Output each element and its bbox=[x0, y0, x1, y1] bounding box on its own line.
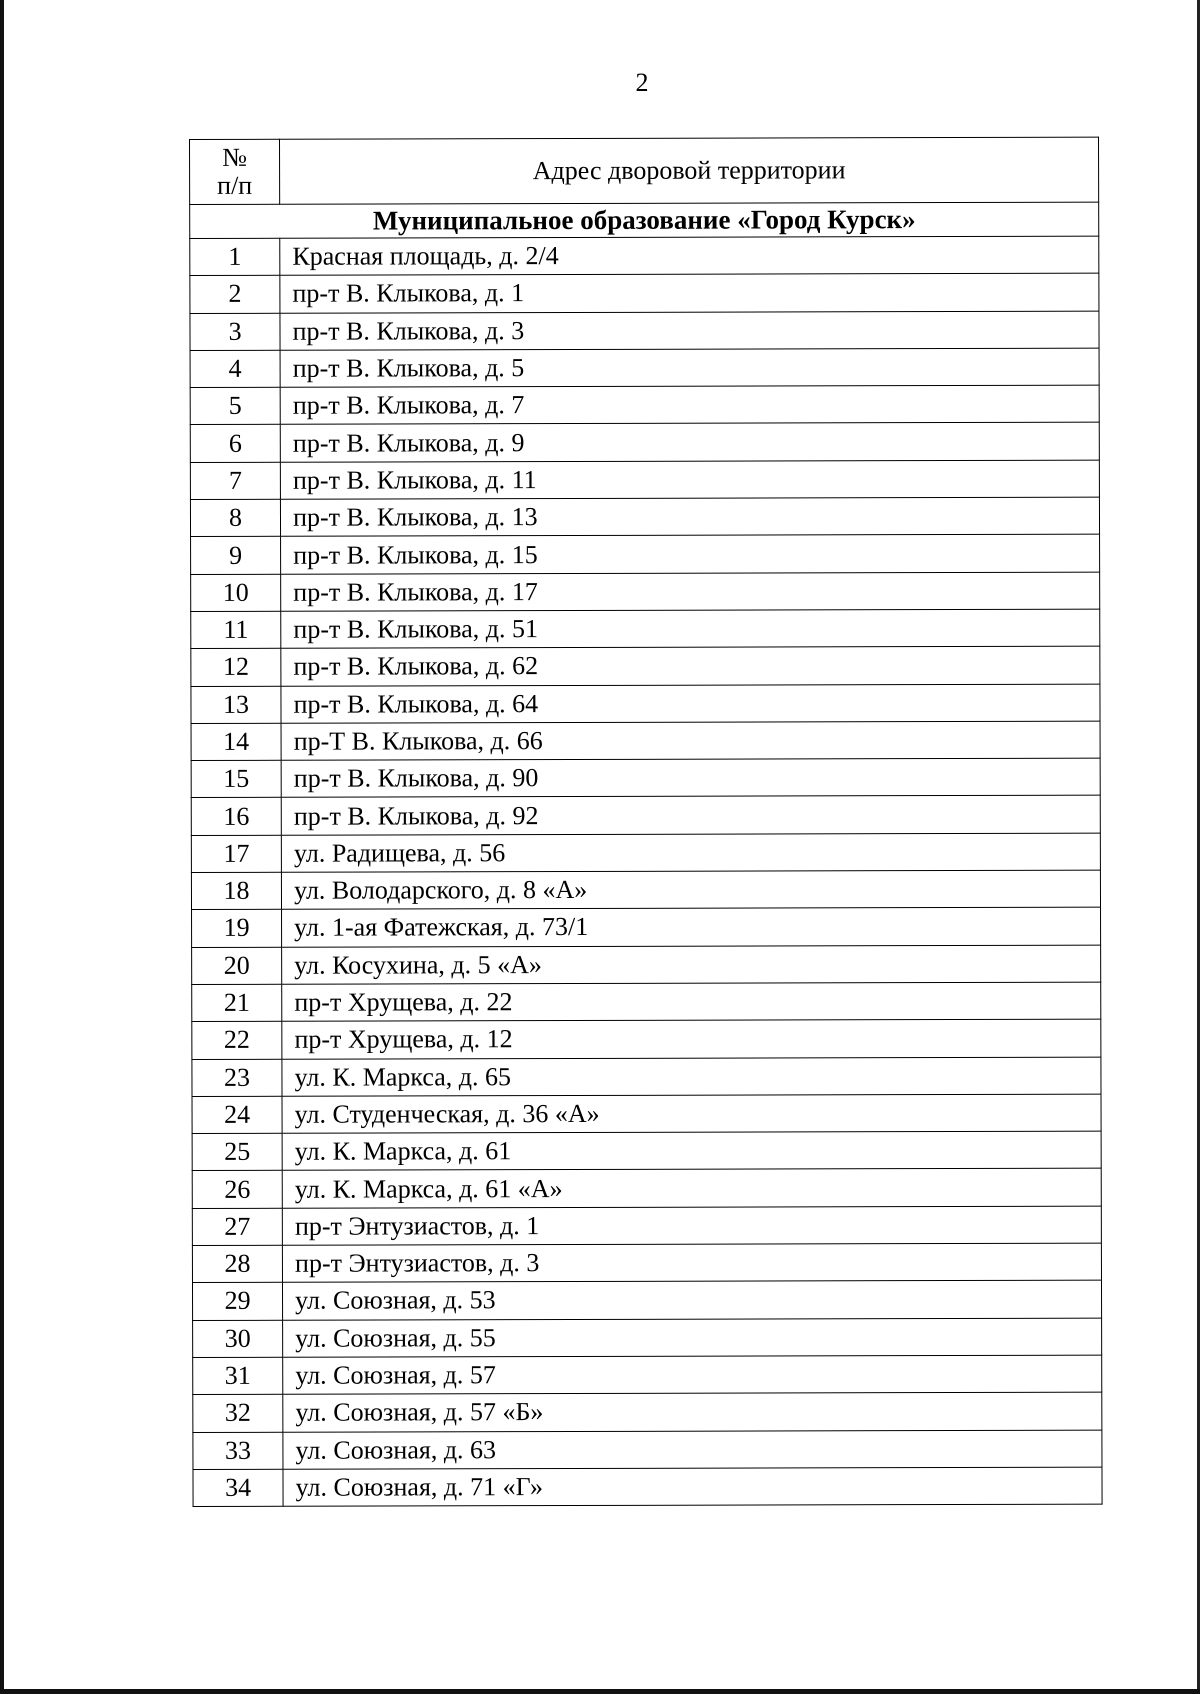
row-number: 34 bbox=[193, 1469, 283, 1507]
row-number: 22 bbox=[192, 1021, 282, 1059]
row-address: Красная площадь, д. 2/4 bbox=[280, 236, 1099, 275]
row-number: 31 bbox=[193, 1357, 283, 1395]
table-row bbox=[192, 982, 1101, 1022]
table-row bbox=[191, 721, 1100, 761]
row-address: пр-т В. Клыкова, д. 11 bbox=[280, 460, 1099, 499]
row-number: 4 bbox=[190, 350, 280, 388]
row-number: 7 bbox=[190, 462, 280, 500]
row-address: ул. Союзная, д. 57 bbox=[283, 1355, 1102, 1394]
header-number-cell bbox=[190, 139, 280, 204]
row-address: пр-т Энтузиастов, д. 3 bbox=[282, 1243, 1101, 1282]
header-number-label: п/п bbox=[217, 170, 253, 200]
row-address: пр-т Хрущева, д. 12 bbox=[282, 1019, 1101, 1058]
table-row bbox=[191, 796, 1100, 836]
header-number-symbol: № bbox=[222, 142, 248, 172]
row-address: ул. К. Маркса, д. 61 «А» bbox=[282, 1169, 1101, 1208]
row-number: 8 bbox=[190, 499, 280, 537]
table-row bbox=[190, 348, 1099, 388]
row-address: пр-т В. Клыкова, д. 17 bbox=[281, 572, 1100, 611]
table-row bbox=[191, 684, 1100, 724]
table-row bbox=[192, 1019, 1101, 1059]
row-number: 32 bbox=[193, 1394, 283, 1432]
row-address: ул. 1-ая Фатежская, д. 73/1 bbox=[282, 907, 1101, 946]
row-address: ул. Володарского, д. 8 «А» bbox=[282, 870, 1101, 909]
table-row bbox=[191, 609, 1100, 649]
table-row bbox=[192, 1057, 1101, 1097]
row-address: ул. Союзная, д. 55 bbox=[283, 1318, 1102, 1357]
row-address: пр-т В. Клыкова, д. 9 bbox=[280, 423, 1099, 462]
table-row bbox=[193, 1392, 1102, 1432]
row-number: 16 bbox=[191, 798, 281, 836]
row-number: 12 bbox=[191, 649, 281, 687]
row-number: 18 bbox=[191, 872, 281, 910]
table-row bbox=[192, 1094, 1101, 1134]
table-row bbox=[191, 758, 1100, 798]
row-number: 26 bbox=[192, 1171, 282, 1209]
row-number: 15 bbox=[191, 760, 281, 798]
row-number: 17 bbox=[191, 835, 281, 873]
row-number: 19 bbox=[192, 910, 282, 948]
table-row bbox=[191, 534, 1100, 574]
row-address: ул. Косухина, д. 5 «А» bbox=[282, 945, 1101, 984]
table-row bbox=[190, 497, 1099, 537]
row-address: пр-т В. Клыкова, д. 92 bbox=[281, 796, 1100, 835]
row-address: пр-т В. Клыкова, д. 62 bbox=[281, 646, 1100, 685]
table-row bbox=[190, 460, 1099, 500]
row-number: 10 bbox=[191, 574, 281, 612]
row-number: 27 bbox=[192, 1208, 282, 1246]
scan-edge-left bbox=[0, 0, 4, 1694]
table-row bbox=[190, 311, 1099, 351]
row-number: 6 bbox=[190, 425, 280, 463]
table-row bbox=[193, 1355, 1102, 1395]
table-row bbox=[190, 236, 1099, 276]
row-number: 30 bbox=[193, 1320, 283, 1358]
table-row bbox=[191, 646, 1100, 686]
row-address: пр-т В. Клыкова, д. 51 bbox=[281, 609, 1100, 648]
row-address: ул. Союзная, д. 63 bbox=[283, 1430, 1102, 1469]
row-address: пр-т В. Клыкова, д. 1 bbox=[280, 273, 1099, 312]
row-number: 21 bbox=[192, 984, 282, 1022]
row-number: 13 bbox=[191, 686, 281, 724]
row-number: 25 bbox=[192, 1133, 282, 1171]
row-number: 1 bbox=[190, 238, 280, 276]
table-row bbox=[190, 273, 1099, 313]
row-number: 9 bbox=[191, 537, 281, 575]
row-address: пр-т В. Клыкова, д. 7 bbox=[280, 385, 1099, 424]
row-address: пр-т В. Клыкова, д. 90 bbox=[281, 758, 1100, 797]
table-row bbox=[193, 1467, 1102, 1507]
row-address: пр-т В. Клыкова, д. 64 bbox=[281, 684, 1100, 723]
row-address: пр-т В. Клыкова, д. 15 bbox=[281, 534, 1100, 573]
scan-edge-bottom bbox=[0, 1689, 1200, 1694]
row-number: 3 bbox=[190, 313, 280, 351]
row-address: ул. К. Маркса, д. 65 bbox=[282, 1057, 1101, 1096]
table-row bbox=[191, 870, 1100, 910]
row-number: 11 bbox=[191, 611, 281, 649]
row-number: 23 bbox=[192, 1059, 282, 1097]
row-address: ул. Союзная, д. 57 «Б» bbox=[283, 1392, 1102, 1431]
row-address: ул. Студенческая, д. 36 «А» bbox=[282, 1094, 1101, 1133]
row-number: 2 bbox=[190, 276, 280, 314]
row-number: 28 bbox=[192, 1245, 282, 1283]
table-header-row bbox=[190, 137, 1099, 204]
row-number: 20 bbox=[192, 947, 282, 985]
table-row bbox=[191, 572, 1100, 612]
row-number: 29 bbox=[192, 1283, 282, 1321]
table-row bbox=[192, 1280, 1101, 1320]
row-number: 33 bbox=[193, 1432, 283, 1470]
row-number: 14 bbox=[191, 723, 281, 761]
row-address: пр-т В. Клыкова, д. 5 bbox=[280, 348, 1099, 387]
table-row bbox=[190, 385, 1099, 425]
table-row bbox=[192, 1131, 1101, 1171]
table-row bbox=[192, 907, 1101, 947]
address-table bbox=[189, 137, 1103, 1507]
section-row bbox=[190, 202, 1099, 238]
table-row bbox=[191, 833, 1100, 873]
row-address: пр-т В. Клыкова, д. 3 bbox=[280, 311, 1099, 350]
row-address: ул. Радищева, д. 56 bbox=[281, 833, 1100, 872]
row-address: пр-Т В. Клыкова, д. 66 bbox=[281, 721, 1100, 760]
row-address: пр-т Энтузиастов, д. 1 bbox=[282, 1206, 1101, 1245]
row-address: ул. К. Маркса, д. 61 bbox=[282, 1131, 1101, 1170]
table-row bbox=[193, 1318, 1102, 1358]
section-title: Муниципальное образование «Город Курск» bbox=[190, 202, 1099, 238]
table-row bbox=[193, 1430, 1102, 1470]
header-address-cell: Адрес дворовой территории bbox=[280, 137, 1099, 204]
row-address: пр-т В. Клыкова, д. 13 bbox=[281, 497, 1100, 536]
row-number: 5 bbox=[190, 387, 280, 425]
row-number: 24 bbox=[192, 1096, 282, 1134]
row-address: ул. Союзная, д. 71 «Г» bbox=[283, 1467, 1102, 1506]
row-address: ул. Союзная, д. 53 bbox=[283, 1280, 1102, 1319]
table-row bbox=[190, 423, 1099, 463]
table-row bbox=[192, 1243, 1101, 1283]
table-row bbox=[192, 1169, 1101, 1209]
table-row bbox=[192, 945, 1101, 985]
address-table-body bbox=[190, 137, 1103, 1506]
table-row bbox=[192, 1206, 1101, 1246]
page-number: 2 bbox=[635, 68, 649, 97]
row-address: пр-т Хрущева, д. 22 bbox=[282, 982, 1101, 1021]
